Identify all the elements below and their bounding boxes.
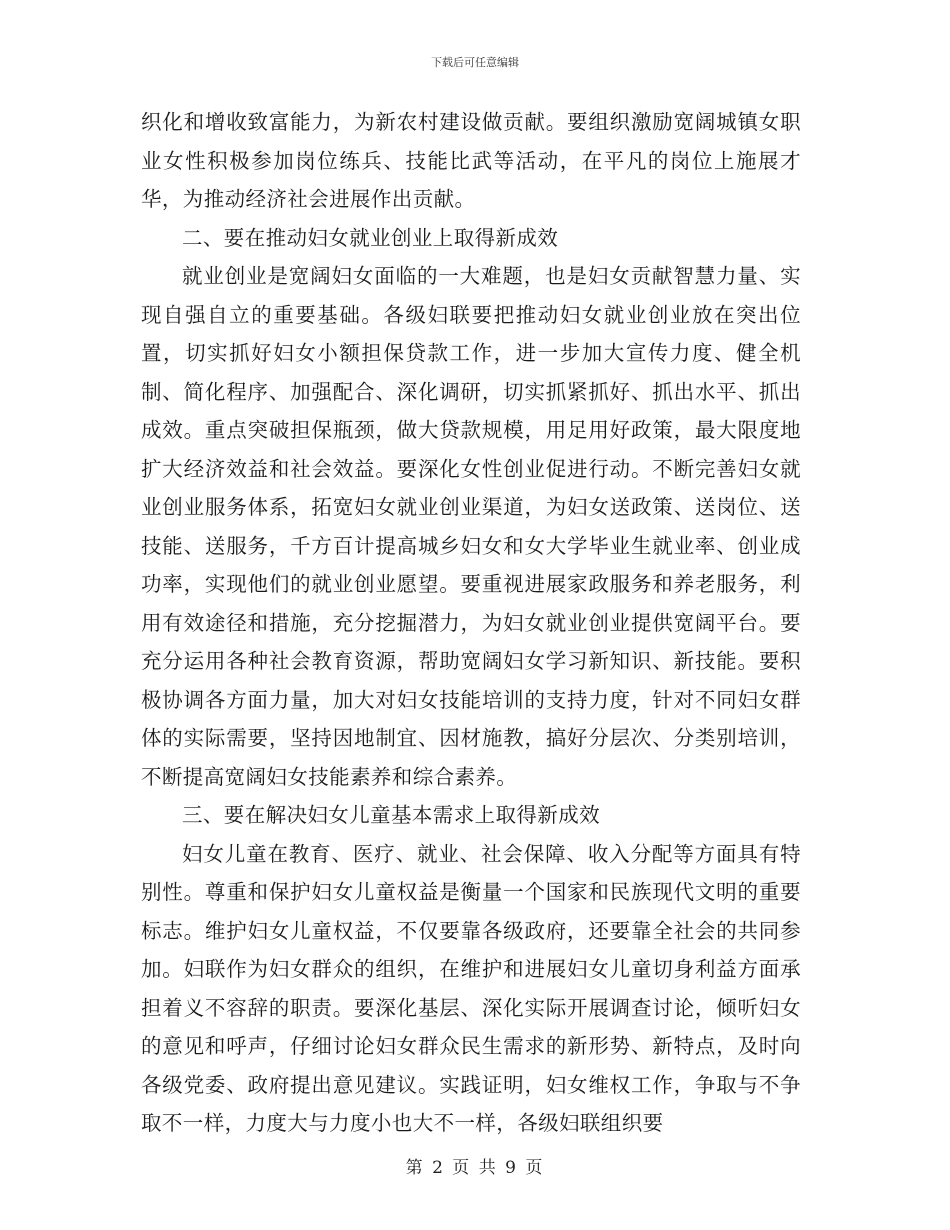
paragraph-continuation: 织化和增收致富能力，为新农村建设做贡献。要组织激励宽阔城镇女职业女性积极参加岗位练兵、技能比武等活动，在平凡的岗位上施展才华，为推动经济社会进展作出贡献。: [141, 110, 801, 211]
document-body: [141, 103, 801, 1143]
page-header-note: 下载后可任意编辑: [431, 56, 519, 69]
page-number-footer: 第 2 页 共 9 页: [405, 1158, 545, 1178]
section-heading-three: 三、要在解决妇女儿童基本需求上取得新成效: [182, 803, 600, 827]
paragraph-basic-needs: 妇女儿童在教育、医疗、就业、社会保障、收入分配等方面具有特别性。尊重和保护妇女儿童权益是衡量一个国家和民族现代文明的重要标志。维护妇女儿童权益，不仅要靠各级政府，还要靠全社会的共同参加。妇联作为妇女群众的组织，在维护和进展妇女儿童切身利益方面承担着义不容辞的职责。要深化基层、深化实际开展调查讨论，倾听妇女的意见和呼声，仔细讨论妇女群众民生需求的新形势、新特点，及时向各级党委、政府提出意见建议。实践证明，妇女维权工作，争取与不争取不一样，力度大与力度小也大不一样，各级妇联组织要: [141, 841, 801, 1135]
paragraph-employment: 就业创业是宽阔妇女面临的一大难题，也是妇女贡献智慧力量、实现自强自立的重要基础。各级妇联要把推动妇女就业创业放在突出位置，切实抓好妇女小额担保贷款工作，进一步加大宣传力度、健全机制、简化程序、加强配合、深化调研，切实抓紧抓好、抓出水平、抓出成效。重点突破担保瓶颈，做大贷款规模，用足用好政策，最大限度地扩大经济效益和社会效益。要深化女性创业促进行动。不断完善妇女就业创业服务体系，拓宽妇女就业创业渠道，为妇女送政策、送岗位、送技能、送服务，千方百计提高城乡妇女和女大学毕业生就业率、创业成功率，实现他们的就业创业愿望。要重视进展家政服务和养老服务，利用有效途径和措施，充分挖掘潜力，为妇女就业创业提供宽阔平台。要充分运用各种社会教育资源，帮助宽阔妇女学习新知识、新技能。要积极协调各方面力量，加大对妇女技能培训的支持力度，针对不同妇女群体的实际需要，坚持因地制宜、因材施教，搞好分层次、分类别培训，不断提高宽阔妇女技能素养和综合素养。: [141, 264, 801, 789]
section-heading-two: 二、要在推动妇女就业创业上取得新成效: [182, 225, 559, 250]
